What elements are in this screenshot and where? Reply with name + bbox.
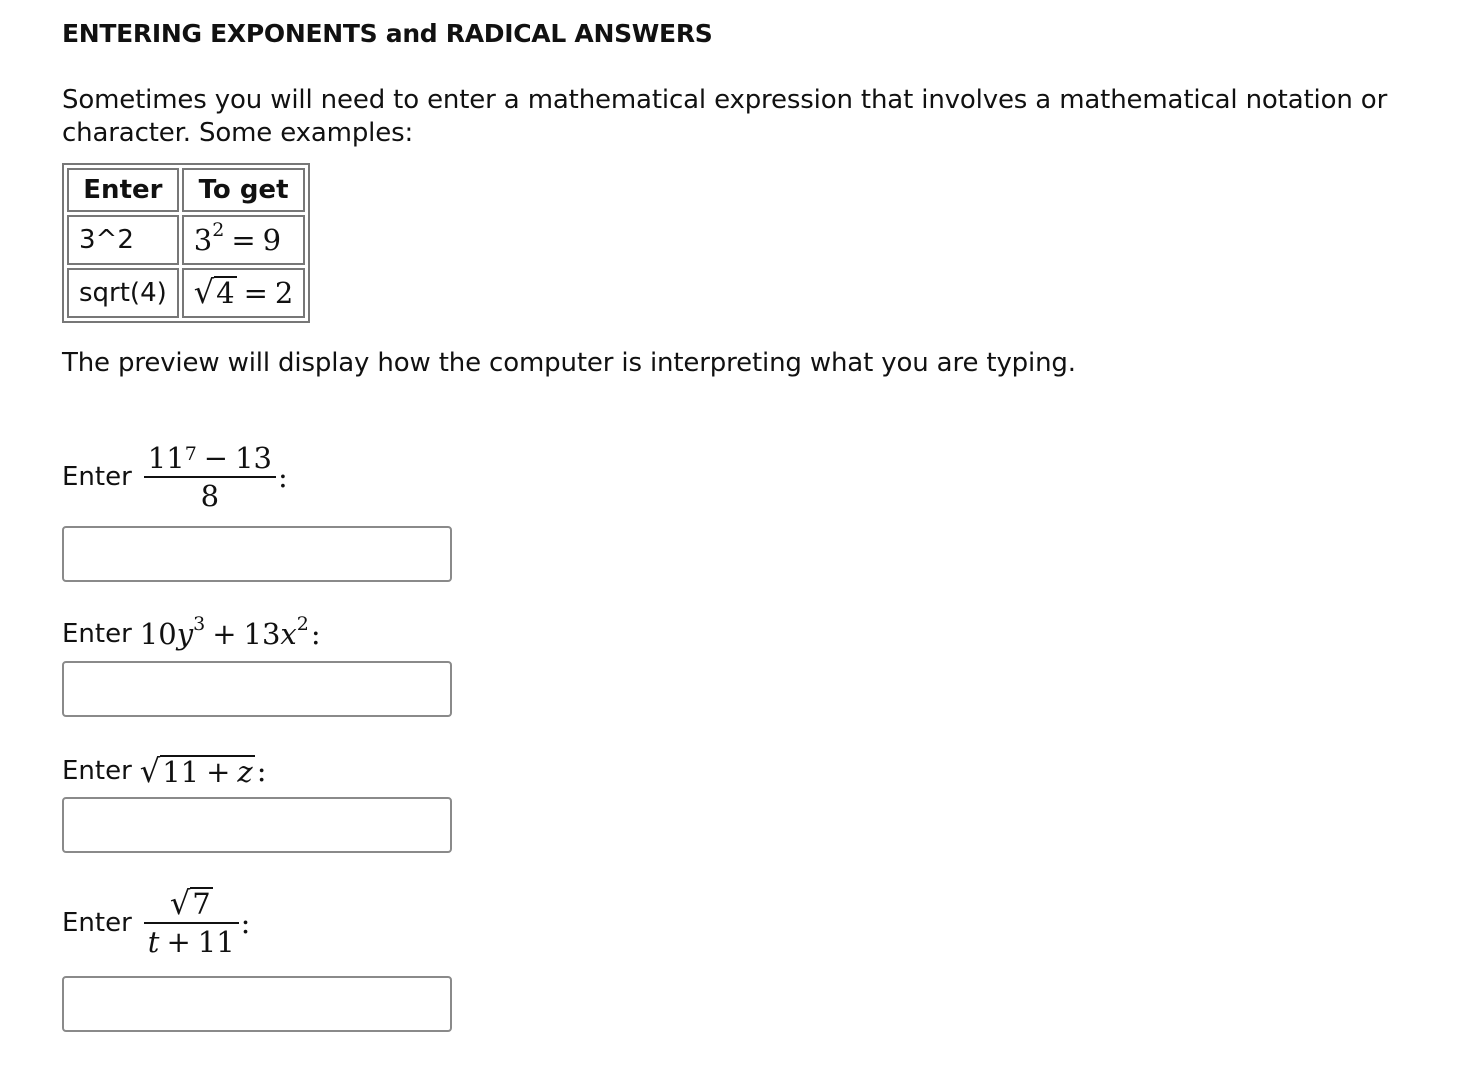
radicand-constant: 11 (162, 755, 200, 789)
radicand (160, 755, 255, 787)
radicand: 4 (216, 276, 235, 310)
den-operator: + (166, 925, 191, 959)
radical-sign: √ (193, 273, 215, 311)
radical-expression (193, 273, 237, 311)
radicand-variable: z (237, 755, 253, 789)
example-row (67, 215, 305, 265)
question-3-radical (139, 752, 255, 790)
result-equals: = (231, 223, 256, 257)
example-result-sqrt (182, 268, 306, 318)
fraction-numerator (166, 886, 217, 922)
radical-sign: √ (169, 884, 191, 922)
page-title: ENTERING EXPONENTS and RADICAL ANSWERS (62, 19, 713, 48)
intro-text: Sometimes you will need to enter a mathematical expression that involves a mathematical notation or character. Some examples: (62, 85, 1388, 148)
fraction-denominator: 8 (200, 479, 220, 513)
exp-1: 3 (193, 613, 206, 635)
question-1-label (62, 440, 288, 514)
question-4-fraction (144, 886, 239, 960)
question-3-colon: : (256, 754, 267, 788)
coef-2: 13 (243, 617, 281, 651)
question-1-fraction (144, 440, 276, 514)
operator: + (212, 617, 237, 651)
question-2-label (62, 613, 321, 651)
question-3-label (62, 754, 266, 788)
question-3-prefix: Enter (62, 756, 132, 786)
examples-header-row (67, 168, 305, 212)
radical-sign: √ (139, 752, 161, 790)
den-variable: t (147, 925, 160, 959)
exp-2: 2 (296, 613, 309, 635)
den-constant: 11 (197, 925, 235, 959)
preview-note: The preview will display how the computer is interpreting what you are typing. (62, 348, 1076, 378)
result-value: 9 (262, 223, 282, 257)
result-base: 3 (193, 223, 213, 257)
result-value: 2 (274, 276, 294, 310)
question-4-colon: : (240, 906, 251, 940)
example-enter-exponent: 3^2 (67, 215, 179, 265)
result-exponent: 2 (212, 219, 225, 241)
question-1-prefix: Enter (62, 462, 132, 492)
question-4-label (62, 886, 250, 960)
var-1: y (176, 617, 194, 651)
coef-1: 10 (139, 617, 177, 651)
example-row (67, 268, 305, 318)
example-enter-sqrt: sqrt(4) (67, 268, 179, 318)
question-2-prefix: Enter (62, 619, 132, 649)
fraction-denominator (144, 924, 239, 960)
question-2-expression (139, 613, 309, 651)
radical-expression (169, 884, 213, 922)
num-rest: 13 (235, 441, 273, 475)
question-2-colon: : (310, 617, 321, 651)
num-exponent: 7 (184, 443, 197, 465)
answer-input-3[interactable] (62, 797, 452, 853)
result-equals: = (243, 276, 268, 310)
question-1-colon: : (278, 460, 288, 494)
answer-input-2[interactable] (62, 661, 452, 717)
question-4-prefix: Enter (62, 908, 132, 938)
header-enter: Enter (67, 168, 179, 212)
fraction-numerator (144, 440, 276, 476)
num-operator: − (203, 441, 229, 475)
example-result-exponent (182, 215, 306, 265)
num-base: 11 (147, 441, 185, 475)
header-to-get: To get (182, 168, 306, 212)
answer-input-1[interactable] (62, 526, 452, 582)
radicand: 7 (192, 887, 211, 921)
var-2: x (280, 617, 297, 651)
examples-table (62, 163, 310, 323)
answer-input-4[interactable] (62, 976, 452, 1032)
operator: + (206, 755, 231, 789)
